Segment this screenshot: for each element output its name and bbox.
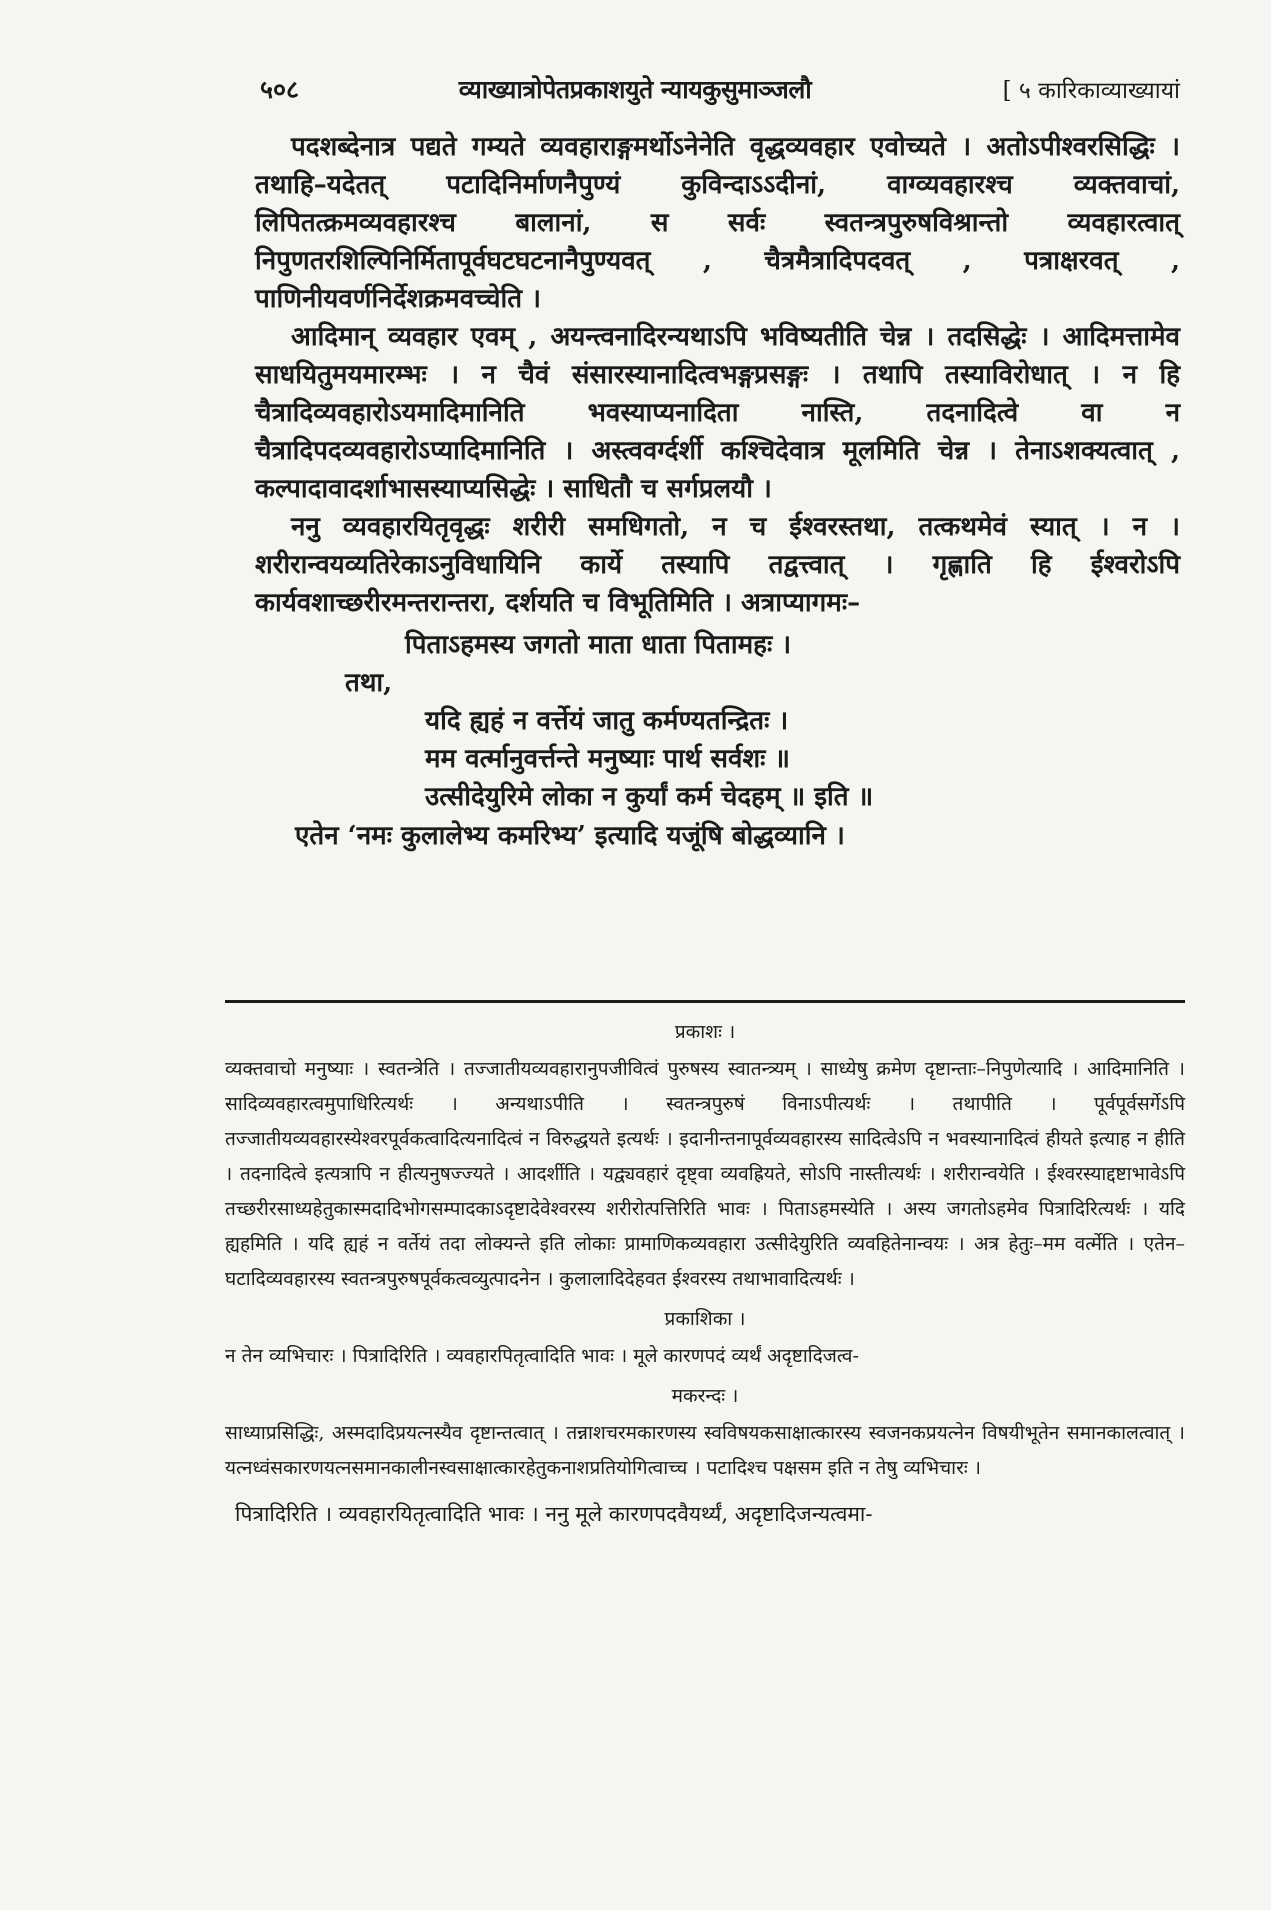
verse-line-4: उत्सीदेयुरिमे लोका न कुर्यां कर्म चेदहम् ॥ इति ॥ bbox=[425, 782, 874, 812]
main-paragraph-1: पदशब्देनात्र पद्यते गम्यते व्यवहाराङ्गमर्थोऽनेनेति वृद्धव्यवहार एवोच्यते । अतोऽपीश्वरसिद्धिः । तथाहि–यदेतत् पटादिनिर्माणनैपुण्यं कुविन्दाऽऽदीनां, वाग्व्यवहारश्च व्यक्तवाचां, लिपितत्क्रमव्यवहारश्च बालानां, स सर्वः स्वतन्त्रपुरुषविश्रान्तो व्यवहारत्वात् निपुणतरशिल्पिनिर्मितापूर्वघटघटनानैपुण्यवत् , चैत्रमैत्रादिपदवत् , पत्राक्षरवत् , पाणिनीयवर्णनिर्देशक्रमवच्चेति । bbox=[255, 132, 1180, 314]
main-paragraph-3: ननु व्यवहारयितृवृद्धः शरीरी समधिगतो, न च ईश्वरस्तथा, तत्कथमेवं स्यात् । न । शरीरान्वयव्यतिरेकाऽनुविधायिनि कार्ये तस्यापि तद्वत्त्वात् । गृह्णाति हि ईश्वरोऽपि कार्यवशाच्छरीरमन्तरान्तरा, दर्शयति च विभूतिमिति । अत्राप्यागमः– bbox=[255, 512, 1180, 618]
verse-line-3: मम वर्त्मानुवर्त्तन्ते मनुष्याः पार्थ सर्वशः ॥ bbox=[425, 744, 791, 774]
tatha-connector: तथा, bbox=[345, 668, 393, 698]
verse-line-1: पिताऽहमस्य जगतो माता धाता पितामहः । bbox=[405, 630, 792, 660]
section-reference: [ ५ कारिकाव्याख्यायां bbox=[1002, 78, 1180, 104]
main-paragraph-2: आदिमान् व्यवहार एवम् , अयन्त्वनादिरन्यथाऽपि भविष्यतीति चेन्न । तदसिद्धेः । आदिमत्तामेव साधयितुमयमारम्भः । न चैवं संसारस्यानादित्वभङ्गप्रसङ्गः । तथापि तस्याविरोधात् । न हि चैत्रादिव्यवहारोऽयमादिमानिति भवस्याप्यनादिता नास्ति, तदनादित्वे वा न चैत्रादिपदव्यवहारोऽप्यादिमानिति । अस्त्ववर्ग्दर्शी कश्चिदेवात्र मूलमिति चेन्न । तेनाऽशक्यत्वात् , कल्पादावादर्शाभासस्याप्यसिद्धेः । साधितौ च सर्गप्रलयौ । bbox=[255, 322, 1180, 504]
main-text bbox=[255, 128, 1180, 856]
makaranda-heading: मकरन्दः । bbox=[671, 1385, 739, 1407]
page-number: ५०८ bbox=[260, 75, 300, 104]
prakashika-heading: प्रकाशिका । bbox=[664, 1308, 746, 1330]
makaranda-text: साध्याप्रसिद्धिः, अस्मदादिप्रयत्नस्यैव दृष्टान्तत्वात् । तन्नाशचरमकारणस्य स्वविषयकसाक्षात्कारस्य स्वजनकप्रयत्नेन विषयीभूतेन समानकालत्वात् । यत्नध्वंसकारणयत्नसमानकालीनस्वसाक्षात्कारहेतुकनाशप्रतियोगित्वाच्च । पटादिश्च पक्षसम इति न तेषु व्यभिचारः । bbox=[225, 1422, 1185, 1479]
verse-line-2: यदि ह्यहं न वर्त्तेयं जातु कर्मण्यतन्द्रितः । bbox=[425, 706, 789, 736]
running-title: व्याख्यात्रोपेतप्रकाशयुते न्यायकुसुमाञ्जलौ bbox=[458, 75, 812, 104]
page-header bbox=[260, 72, 1180, 112]
prakashika-text: न तेन व्यभिचारः । पित्रादिरिति । व्यवहारपितृत्वादिति भावः । मूले कारणपदं व्यर्थं अदृष्टादिजत्व- bbox=[225, 1345, 859, 1367]
continuation-line: पित्रादिरिति । व्यवहारयितृत्वादिति भावः । ननु मूले कारणपदवैयर्थ्यं, अदृष्टादिजन्यत्वमा- bbox=[235, 1502, 873, 1526]
section-divider bbox=[225, 1000, 1185, 1003]
quoted-verses bbox=[255, 626, 1180, 816]
commentary-section bbox=[225, 1010, 1185, 1532]
closing-line: एतेन ‘नमः कुलालेभ्य कर्मारेभ्य’ इत्यादि यजूंषि बोद्धव्यानि । bbox=[295, 821, 845, 851]
prakasha-heading: प्रकाशः । bbox=[674, 1021, 736, 1043]
prakasha-text: व्यक्तवाचो मनुष्याः । स्वतन्त्रेति । तज्जातीयव्यवहारानुपजीवित्वं पुरुषस्य स्वातन्त्र्यम् । साध्येषु क्रमेण दृष्टान्ताः–निपुणेत्यादि । आदिमानिति । सादिव्यवहारत्वमुपाधिरित्यर्थः । अन्यथाऽपीति । स्वतन्त्रपुरुषं विनाऽपीत्यर्थः । तथापीति । पूर्वपूर्वसर्गेऽपि तज्जातीयव्यवहारस्येश्वरपूर्वकत्वादित्यनादित्वं न विरुद्धयते इत्यर्थः । इदानीन्तनापूर्वव्यवहारस्य सादित्वेऽपि न भवस्यानादित्वं हीयते इत्याह न हीति । तदनादित्वे इत्यत्रापि न हीत्यनुषज्ज्यते । आदर्शीति । यद्व्यवहारं दृष्ट्वा व्यवह्रियते, सोऽपि नास्तीत्यर्थः । शरीरान्वयेति । ईश्वरस्याद्दष्टाभावेऽपि तच्छरीरसाध्यहेतुकास्मदादिभोगसम्पादकाऽदृष्टादेवेश्वरस्य शरीरोत्पत्तिरिति भावः । पिताऽहमस्येति । अस्य जगतोऽहमेव पित्रादिरित्यर्थः । यदि ह्यहमिति । यदि ह्यहं न वर्तेयं तदा लोक्यन्ते इति लोकाः प्रामाणिकव्यवहारा उत्सीदेयुरिति व्यवहितेनान्वयः । अत्र हेतुः–मम वर्त्मेति । एतेन–घटादिव्यवहारस्य स्वतन्त्रपुरुषपूर्वकत्वव्युत्पादनेन । कुलालादिदेहवत ईश्वरस्य तथाभावादित्यर्थः । bbox=[225, 1058, 1185, 1290]
